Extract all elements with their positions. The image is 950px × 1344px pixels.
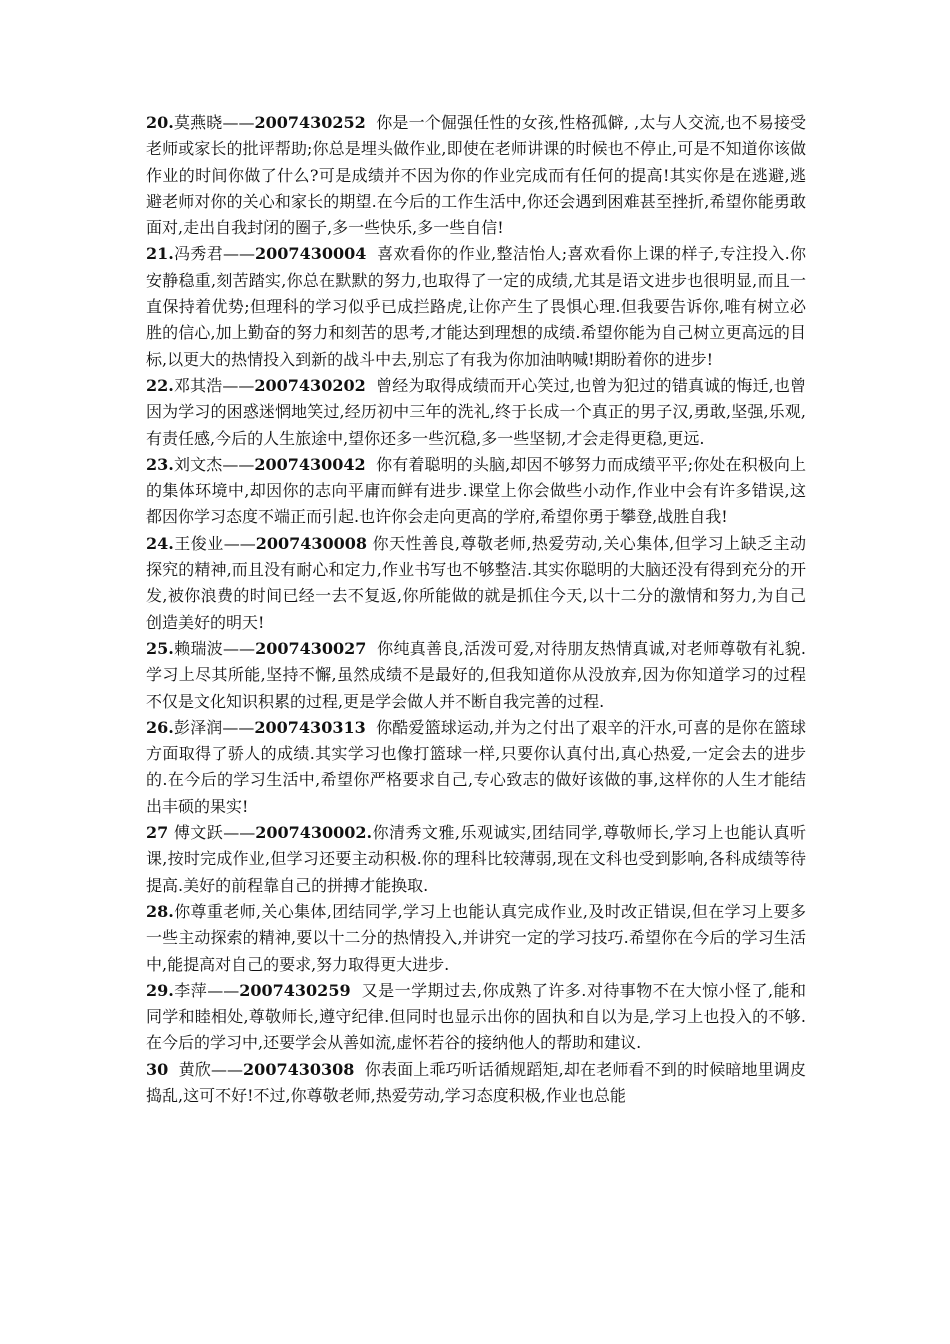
comment-entry-25 <box>146 636 806 715</box>
entry-number: 29. <box>146 980 174 1000</box>
separator <box>351 981 362 1000</box>
entry-number: 28. <box>146 901 174 921</box>
student-id: 2007430259 <box>239 980 351 1000</box>
student-name: 刘文杰—— <box>173 454 255 474</box>
comment-entry-29 <box>146 978 806 1057</box>
separator <box>354 1060 364 1079</box>
separator <box>366 244 377 263</box>
entry-number: 21. <box>146 244 174 264</box>
student-name: 黄欣—— <box>168 1059 244 1079</box>
separator <box>366 376 376 395</box>
student-id: 2007430004 <box>255 244 367 264</box>
comment-entry-30 <box>146 1057 806 1110</box>
comment-text: 喜欢看你的作业,整洁怡人;喜欢看你上课的样子,专注投入.你安静稳重,刻苦踏实,你总在默默的努力,也取得了一定的成绩,尤其是语文进步也很明显,而且一直保持着优势;但理科的学习似乎已成拦路虎,让你产生了畏惧心理.但我要告诉你,唯有树立必胜的信心,加上勤奋的努力和刻苦的思考,才能达到理想的成绩.希望你能为自己树立更高远的目标,以更大的热情投入到新的战斗中去,别忘了有我为你加油呐喊!期盼着你的进步! <box>146 244 806 369</box>
student-id: 2007430313 <box>254 717 366 737</box>
comment-text: 你有着聪明的头脑,却因不够努力而成绩平平;你处在积极向上的集体环境中,却因你的志向平庸而鲜有进步.课堂上你会做些小动作,作业中会有许多错误,这都因你学习态度不端正而引起.也许你会走向更高的学府,希望你勇于攀登,战胜自我! <box>146 454 807 527</box>
comment-entry-26 <box>146 715 806 820</box>
student-name: 王俊业—— <box>173 533 256 553</box>
comment-text: 又是一学期过去,你成熟了许多.对待事物不在大惊小怪了,能和同学和睦相处,尊敬师长,遵守纪律.但同时也显示出你的固执和自以为是,学习上也投入的不够.在今后的学习中,还要学会从善如流,虚怀若谷的接纳他人的帮助和建议. <box>146 980 806 1053</box>
comment-text: 你酷爱篮球运动,并为之付出了艰辛的汗水,可喜的是你在篮球方面取得了骄人的成绩.其实学习也像打篮球一样,只要你认真付出,真心热爱,一定会去的进步的.在今后的学习生活中,希望你严格要求自己,专心致志的做好该做的事,这样你的人生才能结出丰硕的果实! <box>146 717 806 816</box>
comment-text: 你是一个倔强任性的女孩,性格孤僻, ,太与人交流,也不易接受老师或家长的批评帮助;你总是埋头做作业,即使在老师讲课的时候也不停止,可是不知道你该做作业的时间你做了什么?可是成绩并不因为你的作业完成而有任何的提高!其实你是在逃避,逃避老师对你的关心和家长的期望.在今后的工作生活中,你还会遇到困难甚至挫折,希望你能勇敢面对,走出自我封闭的圈子,多一些快乐,多一些自信! <box>146 113 806 238</box>
entry-number: 26. <box>146 717 174 737</box>
comment-entry-22 <box>146 373 806 452</box>
student-name: 邓其浩—— <box>173 375 255 395</box>
student-name: 傅文跃—— <box>168 823 256 843</box>
entry-number: 22. <box>146 375 174 395</box>
separator <box>366 455 376 474</box>
student-id: 2007430308 <box>243 1059 355 1079</box>
comment-entry-21 <box>146 241 806 372</box>
comment-entry-23 <box>146 452 806 531</box>
comment-entry-20 <box>146 110 806 241</box>
document-body <box>146 110 806 1109</box>
entry-number: 23. <box>146 454 174 474</box>
student-name: 冯秀君—— <box>173 244 256 264</box>
comment-entry-27 <box>146 820 806 899</box>
comment-entry-24 <box>146 531 806 636</box>
comment-text: 你尊重老师,关心集体,团结同学,学习上也能认真完成作业,及时改正错误,但在学习上要多一些主动探索的精神,要以十二分的热情投入,并讲究一定的学习技巧.希望你在今后的学习生活中,能提高对自己的要求,努力取得更大进步. <box>146 901 806 974</box>
student-id: 2007430027 <box>255 638 367 658</box>
student-name: 莫燕晓—— <box>173 113 255 132</box>
separator <box>366 113 376 132</box>
entry-number: 25. <box>146 638 174 658</box>
student-id: 2007430202 <box>254 375 366 395</box>
student-id: 2007430042 <box>254 454 366 474</box>
comment-text: 曾经为取得成绩而开心笑过,也曾为犯过的错真诚的悔迁,也曾因为学习的困惑迷惘地笑过,经历初中三年的洗礼,终于长成一个真正的男子汉,勇敢,坚强,乐观,有责任感,今后的人生旅途中,望你还多一些沉稳,多一些坚韧,才会走得更稳,更远. <box>146 375 806 448</box>
student-name: 彭泽润—— <box>173 717 255 737</box>
entry-number: 30 <box>146 1059 169 1079</box>
entry-number: 27 <box>146 823 169 843</box>
comment-text: 你纯真善良,活泼可爱,对待朋友热情真诚,对老师尊敬有礼貌.学习上尽其所能,坚持不懈,虽然成绩不是最好的,但我知道你从没放弃,因为你知道学习的过程不仅是文化知识积累的过程,更是学会做人并不断自我完善的过程. <box>146 638 806 711</box>
student-id: 2007430008 <box>255 533 368 553</box>
comment-text: 你表面上乖巧听话循规蹈矩,却在老师看不到的时候暗地里调皮捣乱,这可不好!不过,你尊敬老师,热爱劳动,学习态度积极,作业也总能 <box>146 1059 806 1105</box>
entry-number: 24. <box>146 533 174 553</box>
separator <box>366 639 377 658</box>
student-name: 赖瑞波—— <box>173 638 256 658</box>
student-id: 2007430252 <box>254 113 366 132</box>
student-name: 李萍—— <box>173 980 240 1000</box>
entry-number: 20. <box>146 113 174 132</box>
comment-entry-28 <box>146 899 806 978</box>
comment-text: 你清秀文雅,乐观诚实,团结同学,尊敬师长,学习上也能认真听课,按时完成作业,但学习还要主动积极.你的理科比较薄弱,现在文科也受到影响,各科成绩等待提高.美好的前程靠自己的拼搏才能换取. <box>146 823 806 895</box>
comment-text: 你天性善良,尊敬老师,热爱劳动,关心集体,但学习上缺乏主动探究的精神,而且没有耐心和定力,作业书写也不够整洁.其实你聪明的大脑还没有得到充分的开发,被你浪费的时间已经一去不复返,你所能做的就是抓住今天,以十二分的激情和努力,为自己创造美好的明天! <box>146 533 806 632</box>
student-id: 2007430002. <box>255 823 373 843</box>
separator <box>366 718 376 737</box>
